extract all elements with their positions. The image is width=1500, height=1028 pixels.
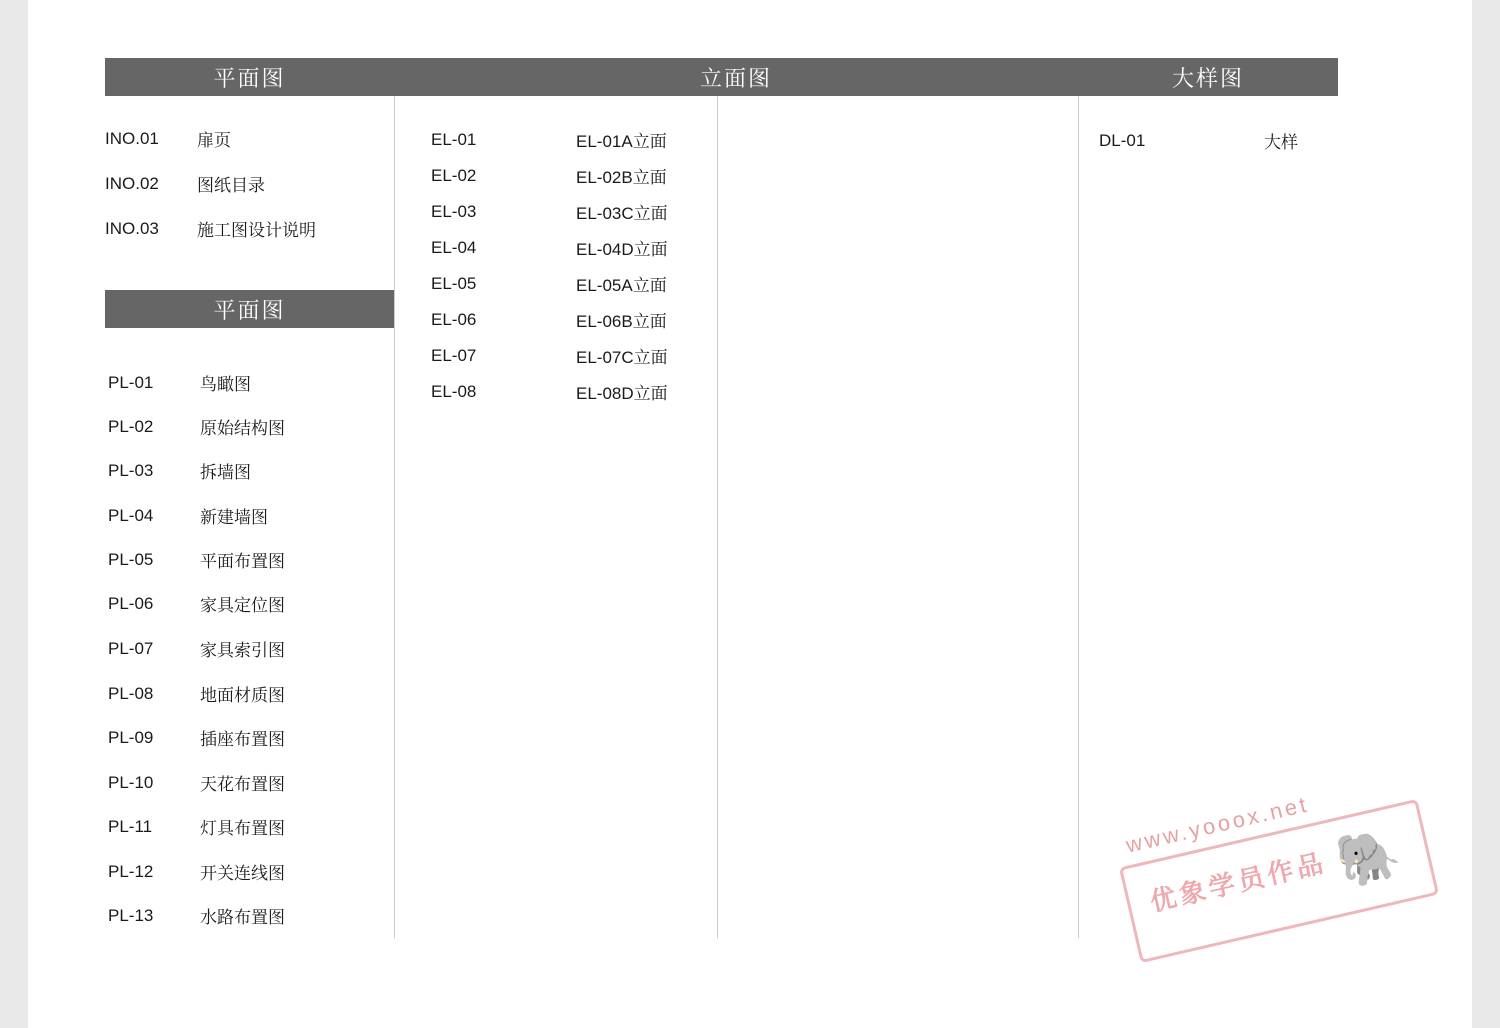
list-item[interactable]: [108, 725, 285, 750]
watermark-url: www.yooox.net: [1123, 791, 1312, 858]
item-code: PL-06: [108, 593, 154, 613]
item-label: EL-01A立面: [576, 132, 667, 151]
item-label: EL-05A立面: [576, 276, 667, 295]
item-label: 扉页: [197, 131, 231, 150]
list-item[interactable]: [108, 547, 285, 572]
item-code: EL-03: [431, 201, 477, 221]
list-item[interactable]: [108, 681, 285, 706]
item-label: 水路布置图: [200, 908, 285, 927]
list-item[interactable]: [108, 458, 251, 483]
drawing-sheet: [28, 0, 1472, 1028]
column-divider-2: [717, 58, 718, 938]
list-item[interactable]: [108, 636, 285, 661]
list-item[interactable]: [108, 903, 285, 928]
item-code: INO.03: [105, 218, 159, 238]
list-item[interactable]: [108, 370, 251, 395]
list-item[interactable]: [108, 770, 285, 795]
title-block: [1346, 0, 1472, 1028]
item-label: 平面布置图: [200, 552, 285, 571]
item-label: 家具索引图: [200, 641, 285, 660]
item-code: PL-03: [108, 460, 154, 480]
header-elevation: 立面图: [394, 58, 1078, 96]
column-divider-3: [1078, 58, 1079, 938]
column-divider-1: [394, 58, 395, 938]
item-label: 家具定位图: [200, 596, 285, 615]
item-label: 拆墙图: [200, 463, 251, 482]
item-code: EL-05: [431, 273, 477, 293]
item-code: EL-07: [431, 345, 477, 365]
item-code: PL-13: [108, 905, 154, 925]
item-label: EL-06B立面: [576, 312, 667, 331]
item-code: INO.01: [105, 128, 159, 148]
item-code: PL-11: [108, 816, 153, 836]
header-plan-info: 平面图: [105, 58, 394, 96]
header-detail: 大样图: [1078, 58, 1338, 96]
item-code: EL-06: [431, 309, 477, 329]
item-label: 开关连线图: [200, 864, 285, 883]
item-label: 灯具布置图: [200, 819, 285, 838]
list-item[interactable]: [431, 343, 668, 368]
item-label: EL-02B立面: [576, 168, 667, 187]
list-item[interactable]: [105, 126, 231, 151]
item-code: PL-07: [108, 638, 154, 658]
list-item[interactable]: [431, 235, 668, 260]
item-label: 施工图设计说明: [197, 221, 316, 240]
item-label: EL-08D立面: [576, 384, 668, 403]
list-item[interactable]: [1099, 128, 1298, 153]
list-item[interactable]: [108, 591, 285, 616]
item-code: PL-02: [108, 416, 154, 436]
list-item[interactable]: [105, 216, 316, 241]
item-code: EL-02: [431, 165, 477, 185]
item-label: 原始结构图: [200, 419, 285, 438]
watermark-text: 优象学员作品: [1147, 847, 1330, 917]
item-label: 新建墙图: [200, 508, 268, 527]
item-code: EL-08: [431, 381, 477, 401]
list-item[interactable]: [108, 414, 285, 439]
list-item[interactable]: [431, 379, 668, 404]
item-code: EL-04: [431, 237, 477, 257]
item-label: 大样: [1264, 133, 1298, 152]
item-label: 天花布置图: [200, 775, 285, 794]
item-code: PL-12: [108, 861, 154, 881]
item-code: PL-05: [108, 549, 154, 569]
item-code: PL-01: [108, 372, 154, 392]
item-code: PL-09: [108, 727, 154, 747]
item-label: 鸟瞰图: [200, 375, 251, 394]
list-item[interactable]: [431, 199, 668, 224]
item-code: INO.02: [105, 173, 159, 193]
item-label: 图纸目录: [197, 176, 265, 195]
list-item[interactable]: [431, 307, 667, 332]
item-code: PL-04: [108, 505, 154, 525]
header-plan-second: 平面图: [105, 290, 394, 328]
item-code: DL-01: [1099, 130, 1146, 150]
list-item[interactable]: [108, 814, 285, 839]
list-item[interactable]: [105, 171, 265, 196]
list-item[interactable]: [108, 503, 268, 528]
elephant-icon: 🐘: [1331, 824, 1406, 894]
list-item[interactable]: [431, 271, 667, 296]
item-code: EL-01: [431, 129, 477, 149]
item-label: EL-04D立面: [576, 240, 668, 259]
item-label: 插座布置图: [200, 730, 285, 749]
item-code: PL-08: [108, 683, 154, 703]
item-code: PL-10: [108, 772, 154, 792]
item-label: EL-03C立面: [576, 204, 668, 223]
list-item[interactable]: [431, 163, 667, 188]
list-item[interactable]: [108, 859, 285, 884]
list-item[interactable]: [431, 127, 667, 152]
item-label: 地面材质图: [200, 686, 285, 705]
item-label: EL-07C立面: [576, 348, 668, 367]
